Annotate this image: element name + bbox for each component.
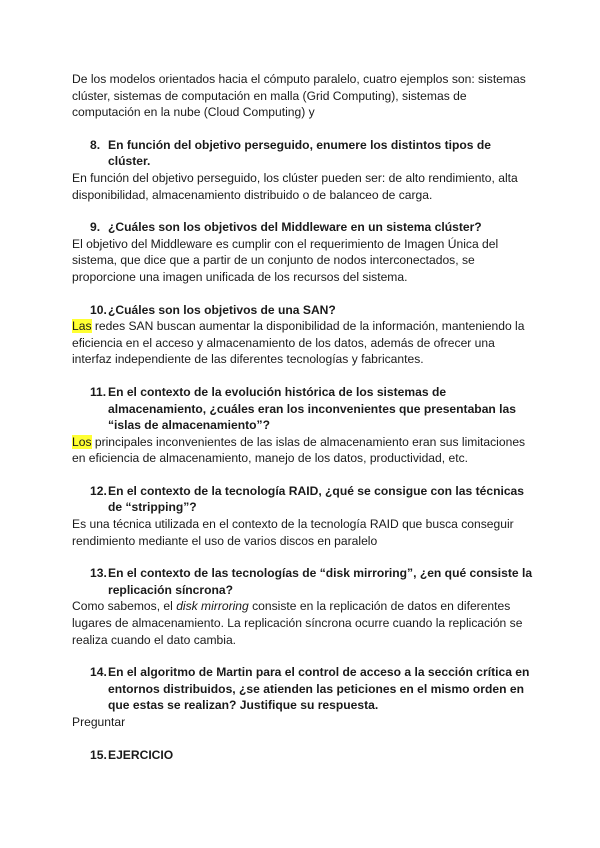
question-8	[72, 137, 534, 170]
question-number: 13.	[90, 566, 107, 581]
question-13	[72, 565, 534, 598]
question-number: 9.	[90, 220, 101, 235]
intro-paragraph: De los modelos orientados hacia el cómputo paralelo, cuatro ejemplos son: sistemas clúster, sistemas de computación en malla (Grid Computing), sistemas de computación en la nube (Cloud Computing) y	[72, 72, 526, 120]
question-number: 15.	[90, 747, 107, 762]
question-text: En el contexto de la tecnología RAID, ¿qué se consigue con las técnicas de “stripping”?	[108, 483, 524, 515]
answer-8: En función del objetivo perseguido, los clúster pueden ser: de alto rendimiento, alta disponibilidad, almacenamiento distribuido o de balanceo de carga.	[72, 170, 518, 202]
question-text: En función del objetivo perseguido, enumere los distintos tipos de clúster.	[108, 137, 492, 169]
question-12	[72, 483, 534, 516]
question-9	[72, 219, 534, 236]
question-text: EJERCICIO	[108, 747, 174, 762]
answer-text: redes SAN buscan aumentar la disponibilidad de la información, manteniendo la eficiencia en el acceso y almacenamiento de los datos, además de ofrecer una interfaz independiente de las diferentes tecnologías y fabricantes.	[72, 319, 525, 367]
question-number: 12.	[90, 483, 107, 498]
highlighted-word: Los	[72, 434, 92, 449]
document-page	[72, 71, 534, 763]
question-number: 11.	[90, 384, 107, 399]
question-15	[72, 747, 534, 764]
answer-text: Como sabemos, el	[72, 599, 177, 614]
question-number: 8.	[90, 137, 101, 152]
question-text: En el algoritmo de Martin para el control de acceso a la sección crítica en entornos distribuidos, ¿se atienden las peticiones en el mismo orden en que estas se realizan? Justifique su respuesta.	[108, 665, 530, 713]
question-14	[72, 664, 534, 714]
answer-9: El objetivo del Middleware es cumplir con el requerimiento de Imagen Única del sistema, que dice que a partir de un conjunto de nodos interconectados, se proporcione una imagen unificada de los recursos del sistema.	[72, 236, 499, 284]
question-text: En el contexto de la evolución histórica de los sistemas de almacenamiento, ¿cuáles eran los inconvenientes que presentaban las “islas de almacenamiento”?	[108, 384, 516, 433]
highlighted-word: Las	[72, 319, 92, 334]
question-text: En el contexto de las tecnologías de “disk mirroring”, ¿en qué consiste la replicación síncrona?	[108, 566, 533, 597]
question-number: 10.	[90, 302, 107, 317]
italic-term: disk mirroring	[176, 599, 249, 614]
answer-10	[72, 318, 534, 368]
question-10	[72, 302, 534, 319]
answer-14: Preguntar	[72, 715, 126, 729]
question-11	[72, 384, 534, 434]
answer-12: Es una técnica utilizada en el contexto de la tecnología RAID que busca conseguir rendimiento mediante el uso de varios discos en paralelo	[72, 517, 514, 548]
answer-text: consiste en la replicación de datos en diferentes lugares de almacenamiento. La replicación síncrona ocurre cuando la replicación se realiza cuando el dato cambia.	[72, 599, 523, 647]
question-number: 14.	[90, 665, 107, 680]
answer-text: principales inconvenientes de las islas de almacenamiento eran sus limitaciones en eficiencia de almacenamiento, manejo de los datos, productividad, etc.	[72, 434, 526, 466]
answer-13	[72, 598, 534, 648]
question-text: ¿Cuáles son los objetivos del Middleware en un sistema clúster?	[108, 220, 482, 235]
answer-11	[72, 434, 534, 467]
question-text: ¿Cuáles son los objetivos de una SAN?	[108, 302, 336, 317]
